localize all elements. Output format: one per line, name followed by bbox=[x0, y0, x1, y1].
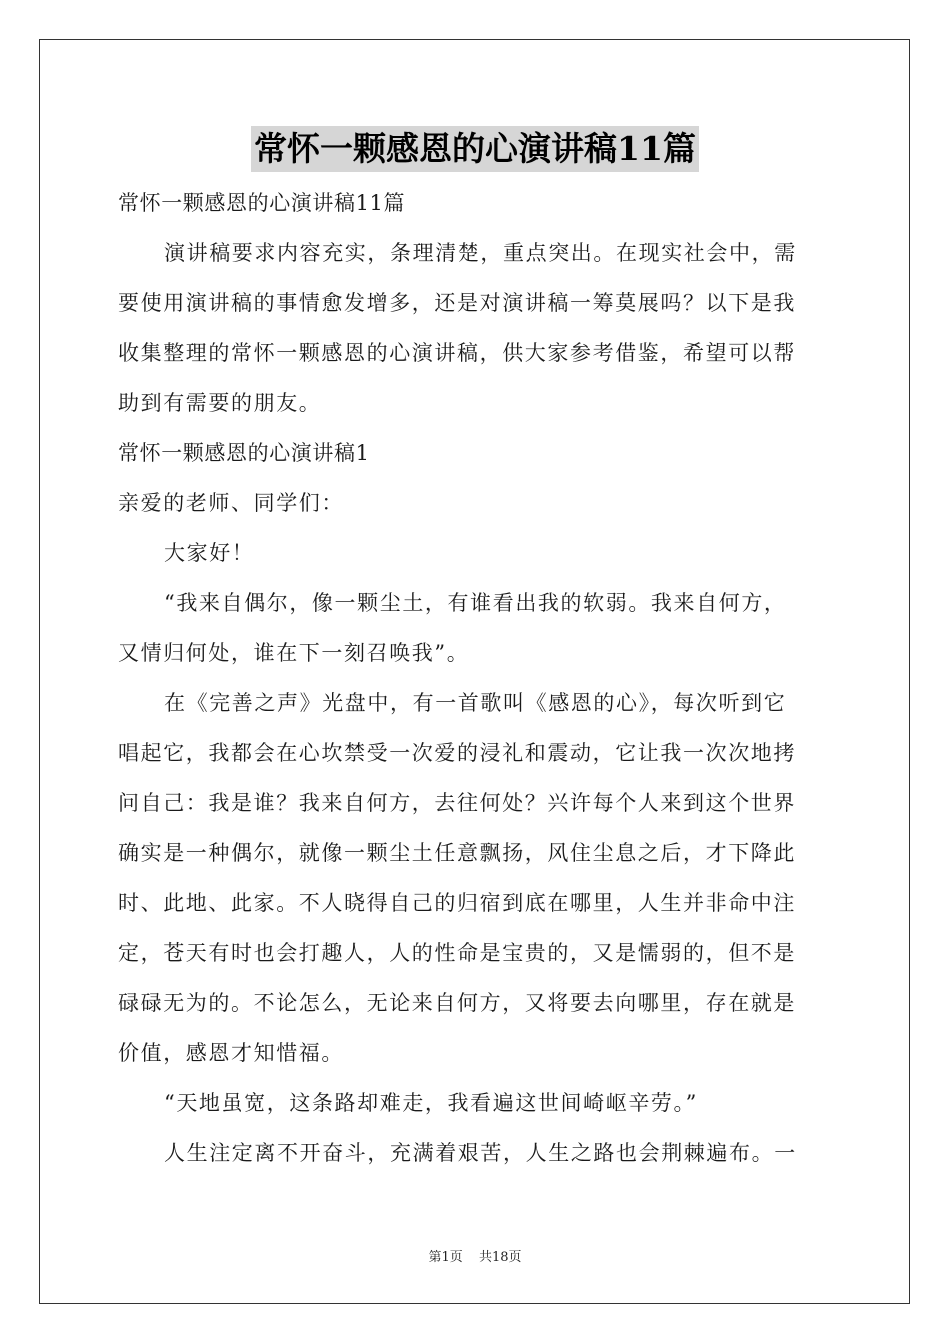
paragraph-line: 演讲稿要求内容充实，条理清楚，重点突出。在现实社会中，需 bbox=[164, 241, 797, 265]
paragraph-line: 定，苍天有时也会打趣人，人的性命是宝贵的，又是懦弱的，但不是 bbox=[118, 941, 796, 965]
paragraph-line: 碌碌无为的。不论怎么，无论来自何方，又将要去向哪里，存在就是 bbox=[118, 991, 796, 1015]
title-wrapper bbox=[0, 126, 950, 172]
paragraph-line: “天地虽宽，这条路却难走，我看遍这世间崎岖辛劳。” bbox=[164, 1091, 698, 1115]
paragraph-line: 唱起它，我都会在心坎禁受一次爱的浸礼和震动，它让我一次次地拷 bbox=[118, 741, 796, 765]
subtitle-line: 常怀一颗感恩的心演讲稿11篇 bbox=[118, 191, 406, 215]
salutation-line: 亲爱的老师、同学们： bbox=[118, 491, 344, 515]
paragraph-line: 人生注定离不开奋斗，充满着艰苦，人生之路也会荆棘遍布。一 bbox=[164, 1141, 797, 1165]
paragraph-line: “我来自偶尔，像一颗尘土，有谁看出我的软弱。我来自何方， bbox=[164, 591, 787, 615]
paragraph-line: 时、此地、此家。不人晓得自己的归宿到底在哪里，人生并非命中注 bbox=[118, 891, 796, 915]
section-heading: 常怀一颗感恩的心演讲稿1 bbox=[118, 441, 370, 465]
paragraph-line: 收集整理的常怀一颗感恩的心演讲稿，供大家参考借鉴，希望可以帮 bbox=[118, 341, 796, 365]
paragraph-line: 又情归何处，谁在下一刻召唤我”。 bbox=[118, 641, 470, 665]
paragraph-line: 在《完善之声》光盘中，有一首歌叫《感恩的心》，每次听到它 bbox=[164, 691, 787, 715]
paragraph-line: 确实是一种偶尔，就像一颗尘土任意飘扬，风住尘息之后，才下降此 bbox=[118, 841, 796, 865]
greeting-line: 大家好！ bbox=[164, 541, 255, 565]
page-number: 第1页 bbox=[428, 1250, 463, 1265]
paragraph-line: 问自己：我是谁？我来自何方，去往何处？兴许每个人来到这个世界 bbox=[118, 791, 796, 815]
document-body bbox=[118, 178, 832, 1178]
paragraph-line: 价值，感恩才知惜福。 bbox=[118, 1041, 344, 1065]
document-title: 常怀一颗感恩的心演讲稿11篇 bbox=[251, 126, 699, 172]
paragraph-line: 助到有需要的朋友。 bbox=[118, 391, 322, 415]
page-total: 共18页 bbox=[478, 1250, 522, 1265]
paragraph-line: 要使用演讲稿的事情愈发增多，还是对演讲稿一筹莫展吗？以下是我 bbox=[118, 291, 796, 315]
page-footer bbox=[0, 1246, 950, 1265]
